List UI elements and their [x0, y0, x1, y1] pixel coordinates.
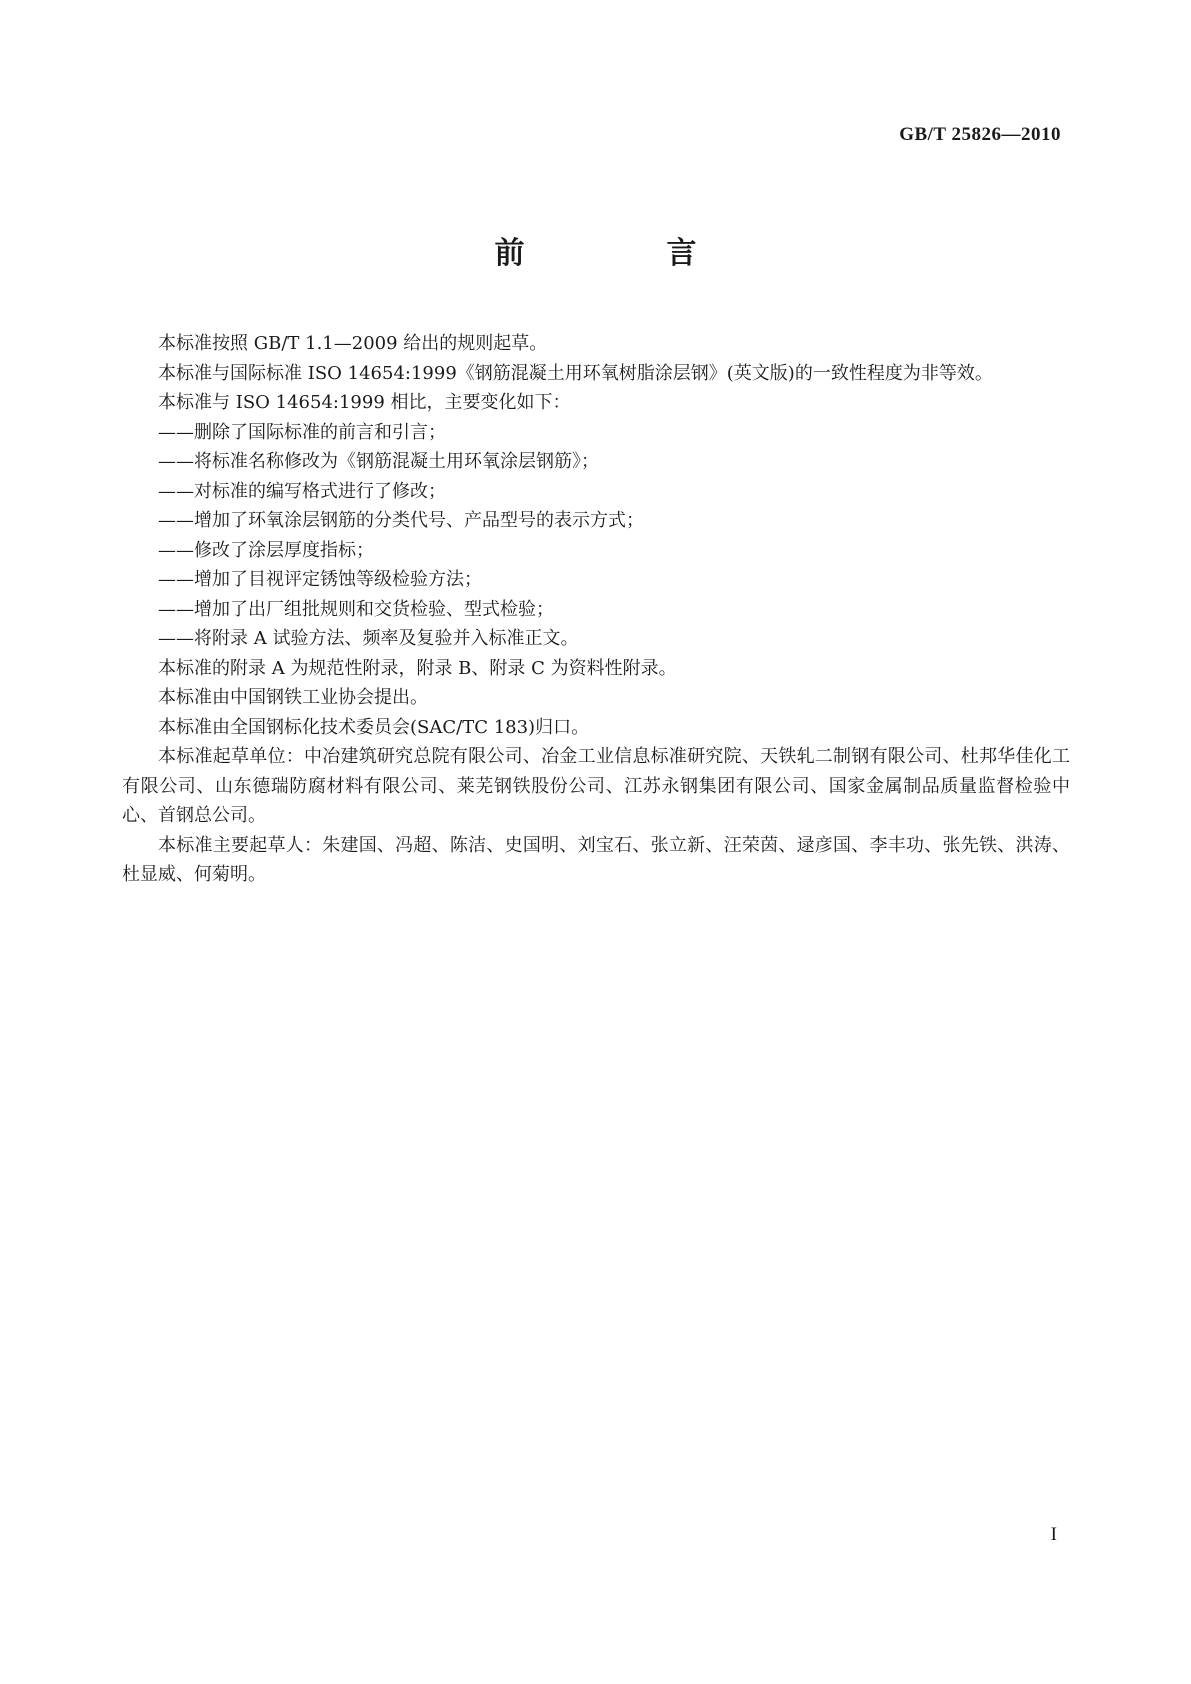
page-number: I	[1050, 1524, 1057, 1545]
standard-code: GB/T 25826—2010	[899, 124, 1061, 145]
change-item: ——增加了目视评定锈蚀等级检验方法；	[158, 569, 482, 590]
paragraph-annexes: 本标准的附录 A 为规范性附录，附录 B、附录 C 为资料性附录。	[158, 657, 677, 679]
paragraph-drafting-units: 本标准起草单位：中冶建筑研究总院有限公司、冶金工业信息标准研究院、天铁轧二制钢有限公司、杜邦华佳化工有限公司、山东德瑞防腐材料有限公司、莱芜钢铁股份公司、江苏永钢集团有限公司、国家金属制品质量监督检验中心、首钢总公司。	[122, 746, 1070, 826]
change-item: ——将标准名称修改为《钢筋混凝土用环氧涂层钢筋》；	[158, 451, 599, 472]
paragraph-drafting-rules: 本标准按照 GB/T 1.1—2009 给出的规则起草。	[158, 333, 548, 354]
change-item: ——修改了涂层厚度指标；	[158, 539, 374, 561]
change-item: ——将附录 A 试验方法、频率及复验并入标准正文。	[158, 628, 579, 649]
paragraph-proposer: 本标准由中国钢铁工业协会提出。	[158, 687, 428, 708]
paragraph-main-changes: 本标准与 ISO 14654:1999 相比，主要变化如下：	[158, 392, 571, 413]
paragraph-iso-equivalence: 本标准与国际标准 ISO 14654:1999《钢筋混凝土用环氧树脂涂层钢》(英文版)的一致性程度为非等效。	[158, 362, 993, 384]
change-item: ——增加了出厂组批规则和交货检验、型式检验；	[158, 598, 554, 620]
paragraph-committee: 本标准由全国钢标化技术委员会(SAC/TC 183)归口。	[158, 716, 590, 738]
paragraph-drafters: 本标准主要起草人：朱建国、冯超、陈洁、史国明、刘宝石、张立新、汪荣茵、逯彦国、李丰功、张先铁、洪涛、杜显威、何菊明。	[122, 834, 1070, 885]
change-item: ——删除了国际标准的前言和引言；	[158, 421, 446, 443]
page-title: 前 言	[494, 236, 753, 271]
change-item: ——增加了环氧涂层钢筋的分类代号、产品型号的表示方式；	[158, 510, 644, 531]
foreword-body	[122, 329, 1070, 890]
change-item: ——对标准的编写格式进行了修改；	[158, 480, 446, 502]
